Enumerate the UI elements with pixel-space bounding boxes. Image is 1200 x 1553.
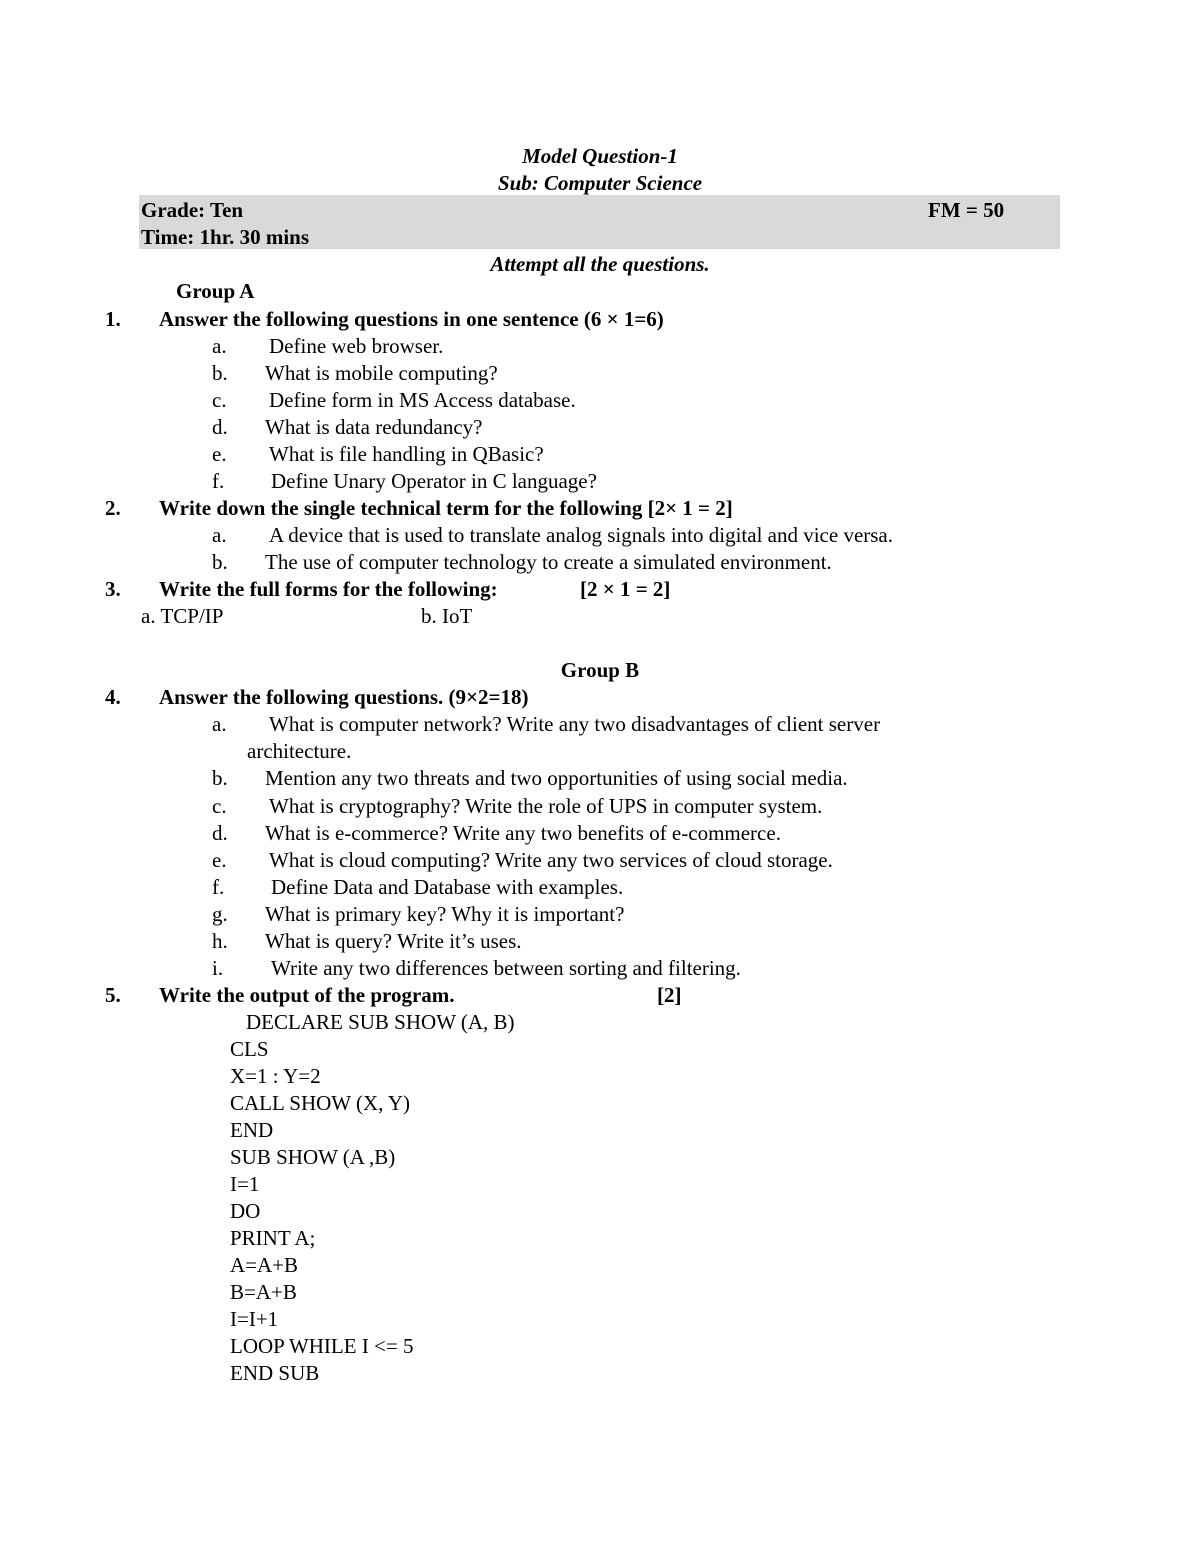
group-b-heading: Group B (560, 658, 640, 682)
question-marks: [2 × 1 = 2] (580, 577, 671, 601)
item-text: What is query? Write it’s uses. (265, 929, 522, 953)
item-letter: a. (212, 712, 227, 736)
code-line: DECLARE SUB SHOW (A, B) (246, 1010, 515, 1034)
question-number: 5. (105, 983, 121, 1007)
paper-title: Model Question-1 (522, 144, 678, 168)
question-number: 3. (105, 577, 121, 601)
item-letter: e. (212, 442, 227, 466)
question-text: Write down the single technical term for the following [2× 1 = 2] (159, 496, 733, 520)
item-letter: c. (212, 388, 227, 412)
item-letter: i. (212, 956, 224, 980)
item-text-continued: architecture. (247, 739, 352, 763)
code-line: DO (230, 1199, 261, 1223)
item-letter: d. (212, 821, 228, 845)
item-letter: h. (212, 929, 228, 953)
code-line: I=I+1 (230, 1307, 279, 1331)
item-text: Define form in MS Access database. (269, 388, 576, 412)
item-text: What is computer network? Write any two disadvantages of client server (269, 712, 881, 736)
code-line: CLS (230, 1037, 269, 1061)
item-letter: f. (212, 875, 225, 899)
item-letter: g. (212, 902, 228, 926)
question-text: Answer the following questions in one sentence (6 × 1=6) (159, 307, 664, 331)
item-text: What is cryptography? Write the role of UPS in computer system. (269, 794, 823, 818)
item-letter: d. (212, 415, 228, 439)
item-text: The use of computer technology to create a simulated environment. (265, 550, 832, 574)
item-letter: b. (212, 766, 228, 790)
item-text: Define Data and Database with examples. (271, 875, 624, 899)
code-line: X=1 : Y=2 (230, 1064, 321, 1088)
code-line: CALL SHOW (X, Y) (230, 1091, 411, 1115)
code-line: SUB SHOW (A ,B) (230, 1145, 396, 1169)
item-letter: b. (212, 550, 228, 574)
item-letter: e. (212, 848, 227, 872)
item-letter: b. (212, 361, 228, 385)
item-text: What is mobile computing? (265, 361, 498, 385)
item-text: What is data redundancy? (265, 415, 483, 439)
item-text: A device that is used to translate analog signals into digital and vice versa. (269, 523, 894, 547)
code-line: A=A+B (230, 1253, 299, 1277)
question-number: 1. (105, 307, 121, 331)
group-a-heading: Group A (176, 279, 255, 303)
grade-label: Grade: Ten (141, 198, 244, 222)
question-number: 2. (105, 496, 121, 520)
full-marks: FM = 50 (928, 198, 1005, 222)
code-line: PRINT A; (230, 1226, 316, 1250)
code-line: I=1 (230, 1172, 260, 1196)
question-text: Answer the following questions. (9×2=18) (159, 685, 529, 709)
item-text: What is e-commerce? Write any two benefits of e-commerce. (265, 821, 781, 845)
question-text: Write the full forms for the following: (159, 577, 498, 601)
item-text: Define web browser. (269, 334, 444, 358)
item-text: Define Unary Operator in C language? (271, 469, 597, 493)
item-letter: c. (212, 794, 227, 818)
item-text: What is cloud computing? Write any two services of cloud storage. (269, 848, 833, 872)
item-text: Write any two differences between sorting and filtering. (271, 956, 741, 980)
time-label: Time: 1hr. 30 mins (141, 225, 310, 249)
question-marks: [2] (657, 983, 682, 1007)
item-text: a. TCP/IP (141, 604, 224, 628)
item-letter: a. (212, 334, 227, 358)
code-line: END SUB (230, 1361, 320, 1385)
code-line: B=A+B (230, 1280, 297, 1304)
instruction: Attempt all the questions. (490, 252, 710, 276)
item-text: What is primary key? Why it is important? (265, 902, 625, 926)
subject-line: Sub: Computer Science (497, 171, 703, 195)
question-text: Write the output of the program. (159, 983, 455, 1007)
item-text: Mention any two threats and two opportunities of using social media. (265, 766, 848, 790)
code-line: END (230, 1118, 274, 1142)
item-letter: a. (212, 523, 227, 547)
code-line: LOOP WHILE I <= 5 (230, 1334, 414, 1358)
item-letter: f. (212, 469, 225, 493)
question-number: 4. (105, 685, 121, 709)
item-text: What is file handling in QBasic? (269, 442, 544, 466)
item-text: b. IoT (421, 604, 473, 628)
